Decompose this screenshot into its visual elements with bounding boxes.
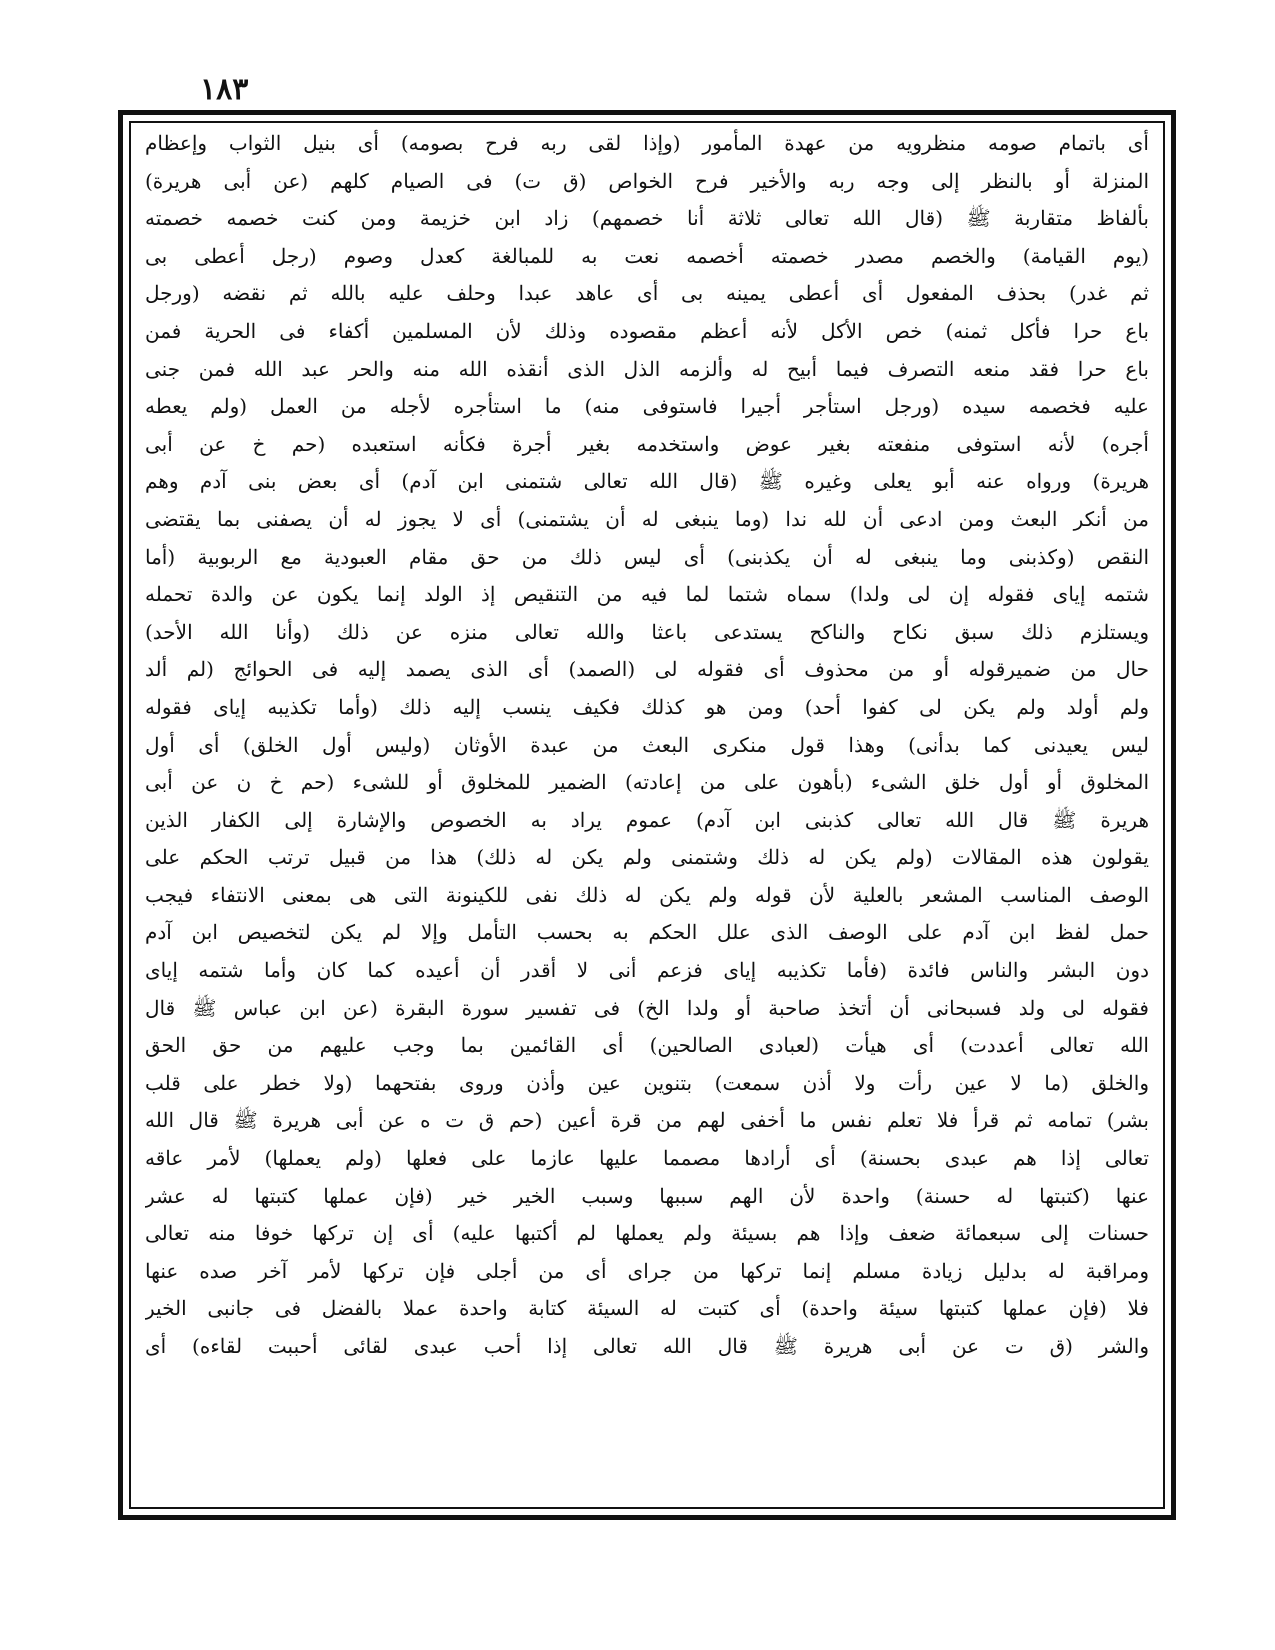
text-line: الله تعالى أعددت) أى هيأت (لعبادى الصالحين) أى القائمين بما وجب عليهم من حق الحق bbox=[145, 1033, 1149, 1058]
text-line: ويستلزم ذلك سبق نكاح والناكح يستدعى باعثا والله تعالى منزه عن ذلك (وأنا الله الأحد) bbox=[145, 619, 1149, 644]
text-line: حال من ضميرقوله أو من محذوف أى فقوله لى (الصمد) أى الذى يصمد إليه فى الحوائج (لم ألد bbox=[145, 657, 1149, 682]
text-line: هريرة) ورواه عنه أبو يعلى وغيره ﷺ (قال الله تعالى شتمنى ابن آدم) أى بعض بنى آدم وهم bbox=[145, 469, 1149, 494]
text-line: حمل لفظ ابن آدم على الوصف الذى علل الحكم به بحسب التأمل وإلا لم يكن لتخصيص ابن آدم bbox=[145, 920, 1149, 945]
text-line: أجره) لأنه استوفى منفعته بغير عوض واستخدمه بغير أجرة فكأنه استعبده (حم خ عن أبى bbox=[145, 431, 1149, 456]
text-line: أى باتمام صومه منظرويه من عهدة المأمور (وإذا لقى ربه فرح بصومه) أى بنيل الثواب وإعظام bbox=[145, 131, 1149, 155]
text-line: النقص (وكذبنى وما ينبغى له أن يكذبنى) أى ليس ذلك من حق مقام العبودية مع الربوبية (أما bbox=[145, 544, 1149, 569]
text-line: باع حرا فأكل ثمنه) خص الأكل لأنه أعظم مقصوده وذلك لأن المسلمين أكفاء فى الحرية فمن bbox=[145, 318, 1149, 343]
text-line: عليه فخصمه سيده (ورجل استأجر أجيرا فاستوفى منه) ما استأجره لأجله من العمل (ولم يعطه bbox=[145, 394, 1149, 419]
page-frame bbox=[118, 110, 1176, 1520]
text-line: بشر) تمامه ثم قرأ فلا تعلم نفس ما أخفى لهم من قرة أعين (حم ق ت ه عن أبى هريرة ﷺ قال الله bbox=[145, 1108, 1149, 1133]
text-body bbox=[145, 125, 1149, 1478]
text-line bbox=[145, 1441, 1149, 1479]
text-line: المنزلة أو بالنظر إلى وجه ربه والأخير فرح الخواص (ق ت) فى الصيام كلهم (عن أبى هريرة) bbox=[145, 168, 1149, 193]
text-line: ولم أولد ولم يكن لى كفوا أحد) ومن هو كذلك فكيف ينسب إليه ذلك (وأما تكذيبه إياى فقوله bbox=[145, 694, 1149, 719]
text-line: فلا (فإن عملها كتبتها سيئة واحدة) أى كتبت له السيئة كتابة واحدة عملا بالفضل فى جانبى الخير bbox=[145, 1296, 1149, 1321]
text-line: من أنكر البعث ومن ادعى أن لله ندا (وما ينبغى له أن يشتمنى) أى لا يجوز له أن يصفنى بما يقتضى bbox=[145, 506, 1149, 531]
text-line: ومراقبة له بدليل زيادة مسلم إنما تركها من جراى أى من أجلى فإن تركها لأمر آخر صده عنها bbox=[145, 1258, 1149, 1283]
text-line: ثم غدر) بحذف المفعول أى أعطى يمينه بى أى عاهد عبدا وحلف عليه بالله ثم نقضه (ورجل bbox=[145, 281, 1149, 306]
text-line: يقولون هذه المقالات (ولم يكن له ذلك وشتمنى ولم يكن له ذلك) هذا من قبيل ترتب الحكم على bbox=[145, 845, 1149, 870]
text-line: تعالى إذا هم عبدى بحسنة) أى أرادها مصمما عليها عازما على فعلها (ولم يعملها) لأمر عاقه bbox=[145, 1146, 1149, 1171]
text-line bbox=[145, 1366, 1149, 1404]
text-line: ليس يعيدنى كما بدأنى) وهذا قول منكرى البعث من عبدة الأوثان (وليس أول الخلق) أى أول bbox=[145, 732, 1149, 757]
text-line: بألفاظ متقاربة ﷺ (قال الله تعالى ثلاثة أنا خصمهم) زاد ابن خزيمة ومن كنت خصمه خصمته bbox=[145, 206, 1149, 231]
text-line: حسنات إلى سبعمائة ضعف وإذا هم بسيئة ولم يعملها لم أكتبها عليه) أى إن تركها خوفا منه تعالى bbox=[145, 1221, 1149, 1246]
text-line: شتمه إياى فقوله إن لى ولدا) سماه شتما لما فيه من التنقيص إذ الولد إنما يكون عن والدة تحمله bbox=[145, 582, 1149, 607]
text-line: دون البشر والناس فائدة (فأما تكذيبه إياى فزعم أنى لا أقدر أن أعيده كما كان وأما شتمه إياى bbox=[145, 958, 1149, 983]
text-line: باع حرا فقد منعه التصرف فيما أبيح له وألزمه الذل الذى أنقذه الله منه والحر عبد الله فمن جنى bbox=[145, 356, 1149, 381]
text-line: (يوم القيامة) والخصم مصدر خصمته أخصمه نعت به للمبالغة كعدل وصوم (رجل أعطى بى bbox=[145, 243, 1149, 268]
text-line: المخلوق أو أول خلق الشىء (بأهون على من إعادته) الضمير للمخلوق أو للشىء (حم خ ن عن أبى bbox=[145, 770, 1149, 795]
text-line: عنها (كتبتها له حسنة) واحدة لأن الهم سببها وسبب الخير خير (فإن عملها كتبتها له عشر bbox=[145, 1183, 1149, 1208]
text-line: هريرة ﷺ قال الله تعالى كذبنى ابن آدم) عموم يراد به الخصوص والإشارة إلى الكفار الذين bbox=[145, 807, 1149, 832]
text-line: والشر (ق ت عن أبى هريرة ﷺ قال الله تعالى إذا أحب عبدى لقائى أحببت لقاءه) أى bbox=[145, 1334, 1149, 1358]
text-line bbox=[145, 1403, 1149, 1441]
text-line: فقوله لى ولد فسبحانى أن أتخذ صاحبة أو ولدا الخ) فى تفسير سورة البقرة (عن ابن عباس ﷺ قال bbox=[145, 995, 1149, 1020]
text-line: الوصف المناسب المشعر بالعلية لأن قوله ولم يكن له ذلك نفى للكينونة التى هى بمعنى الانتفاء فيجب bbox=[145, 882, 1149, 907]
page-number: ١٨٣ bbox=[200, 72, 249, 107]
text-line: والخلق (ما لا عين رأت ولا أذن سمعت) بتنوين عين وأذن وروى بفتحهما (ولا خطر على قلب bbox=[145, 1070, 1149, 1095]
